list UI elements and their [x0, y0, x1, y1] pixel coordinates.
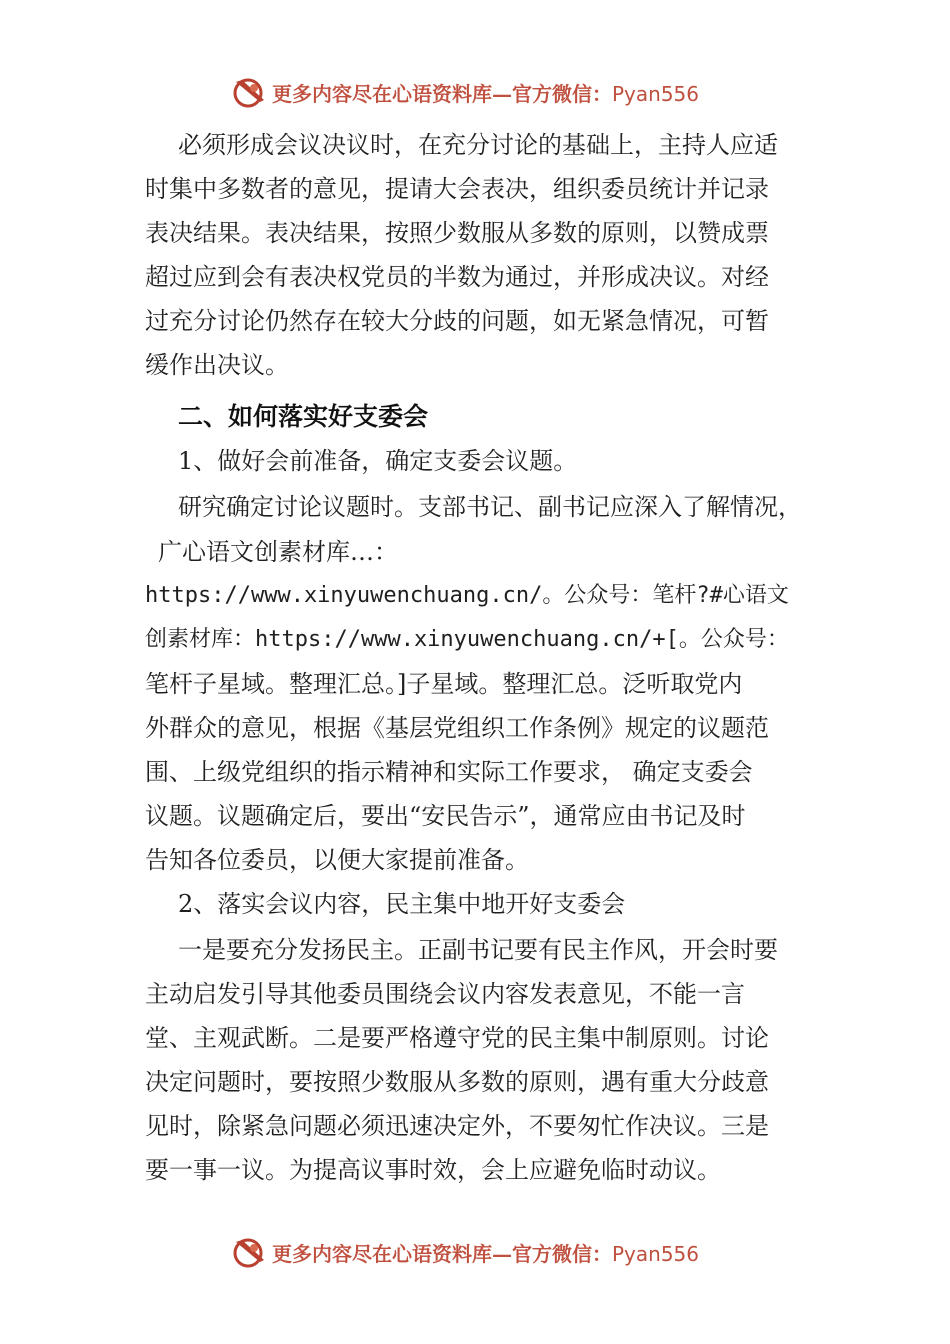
section-heading: 二、如何落实好支委会: [178, 402, 429, 431]
paragraph-line: 缓作出决议。: [145, 351, 289, 379]
paragraph-line: 议题。议题确定后，要出“安民告示”，通常应由书记及时: [145, 802, 746, 830]
banner-text: 更多内容尽在心语资料库—官方微信：Pyan556: [272, 1241, 700, 1266]
paragraph-line: 堂、主观武断。二是要严格遵守党的民主集中制原则。讨论: [145, 1024, 769, 1052]
paragraph-line: 时集中多数者的意见，提请大会表决，组织委员统计并记录: [145, 175, 769, 203]
footer-banner: [230, 1234, 750, 1270]
paragraph-line: 一是要充分发扬民主。正副书记要有民主作风，开会时要: [178, 936, 778, 964]
paragraph-line: 外群众的意见，根据《基层党组织工作条例》规定的议题范: [145, 714, 769, 742]
library-logo-icon: [230, 74, 270, 110]
library-logo-icon: [230, 1234, 270, 1270]
paragraph-line: 主动启发引导其他委员围绕会议内容发表意见，不能一言: [145, 980, 745, 1008]
subsection-heading: 1、做好会前准备，确定支委会议题。: [178, 447, 578, 475]
paragraph-line: 创素材库：https://www.xinyuwenchuang.cn/+[。公众号：: [145, 627, 789, 652]
paragraph-line: 要一事一议。为提高议事时效，会上应避免临时动议。: [145, 1156, 721, 1184]
paragraph-line: 决定问题时，要按照少数服从多数的原则，遇有重大分歧意: [145, 1068, 769, 1096]
paragraph-line: https://www.xinyuwenchuang.cn/。公众号：笔杆?#心语文: [145, 583, 789, 608]
paragraph-line: 表决结果。表决结果，按照少数服从多数的原则，以赞成票: [145, 219, 769, 247]
header-banner: [230, 74, 750, 110]
paragraph-line: 过充分讨论仍然存在较大分歧的问题，如无紧急情况，可暂: [145, 307, 769, 335]
wechat-id: Pyan556: [612, 81, 700, 106]
paragraph-line: 必须形成会议决议时，在充分讨论的基础上，主持人应适: [178, 131, 778, 159]
wechat-id: Pyan556: [612, 1241, 700, 1266]
paragraph-line: 广心语文创素材库…：: [158, 538, 398, 566]
paragraph-line: 研究确定讨论议题时。支部书记、副书记应深入了解情况，: [178, 493, 802, 521]
banner-text: 更多内容尽在心语资料库—官方微信：Pyan556: [272, 81, 700, 106]
subsection-heading: 2、落实会议内容，民主集中地开好支委会: [178, 890, 626, 918]
paragraph-line: 超过应到会有表决权党员的半数为通过，并形成决议。对经: [145, 263, 769, 291]
paragraph-line: 见时，除紧急问题必须迅速决定外，不要匆忙作决议。三是: [145, 1112, 769, 1140]
paragraph-line: 围、上级党组织的指示精神和实际工作要求， 确定支委会: [145, 758, 753, 786]
paragraph-line: 告知各位委员，以便大家提前准备。: [145, 846, 529, 874]
paragraph-line: 笔杆子星域。整理汇总。]子星域。整理汇总。泛听取党内: [145, 670, 743, 698]
